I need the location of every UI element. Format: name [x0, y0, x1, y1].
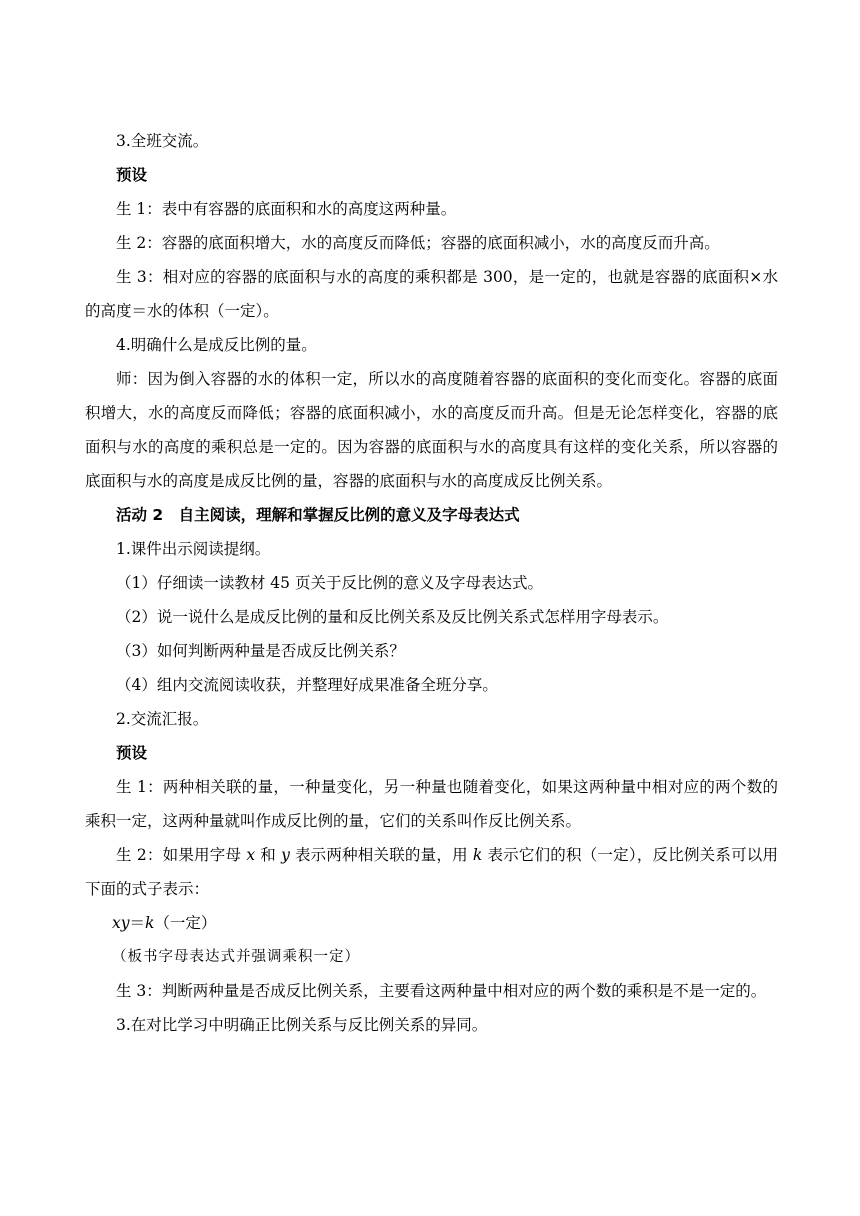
formula-line: [112, 906, 778, 940]
formula-xy: xy: [112, 914, 130, 932]
outline-item-1: （1）仔细读一读教材 45 页关于反比例的意义及字母表达式。: [116, 574, 543, 592]
s2-text-b: 和: [255, 846, 282, 864]
student-1-answer: 生 1：表中有容器的底面积和水的高度这两种量。: [116, 200, 457, 218]
s2-text-a: 生 2：如果用字母: [116, 846, 247, 864]
student-3-judgement: 生 3：判断两种量是否成反比例关系，主要看这两种量中相对应的两个数的乘积是不是一定的。: [116, 982, 767, 1000]
outline-item-2: （2）说一说什么是成反比例的量和反比例关系及反比例关系式怎样用字母表示。: [116, 608, 669, 626]
preset-label-1: 预设: [116, 166, 148, 184]
step-3-compare-heading: 3.在对比学习中明确正比例关系与反比例关系的异同。: [116, 1016, 488, 1034]
formula-constant: （一定）: [154, 914, 217, 932]
formula-k: k: [145, 914, 155, 932]
s2-text-c: 表示两种相关联的量，用: [289, 846, 473, 864]
formula-equals: ＝: [129, 914, 146, 932]
reading-outline-heading: 1.课件出示阅读提纲。: [116, 540, 271, 558]
report-heading: 2.交流汇报。: [116, 710, 209, 728]
document-body: [85, 124, 778, 1042]
outline-item-3: （3）如何判断两种量是否成反比例关系？: [116, 642, 405, 660]
step-4-heading: 4.明确什么是成反比例的量。: [116, 336, 317, 354]
student-2-answer: 生 2：容器的底面积增大，水的高度反而降低；容器的底面积减小，水的高度反而升高。: [116, 234, 720, 252]
teacher-explanation: 师：因为倒入容器的水的体积一定，所以水的高度随着容器的底面积的变化而变化。容器的底面积增大，水的高度反而降低；容器的底面积减小，水的高度反而升高。但是无论怎样变化，容器的底面积与水的高度的乘积总是一定的。因为容器的底面积与水的高度具有这样的变化关系，所以容器的底面积与水的高度是成反比例的量，容器的底面积与水的高度成反比例关系。: [85, 370, 778, 490]
activity-2-heading: 活动 2 自主阅读，理解和掌握反比例的意义及字母表达式: [116, 506, 520, 524]
student-3-answer: 生 3：相对应的容器的底面积与水的高度的乘积都是 300，是一定的，也就是容器的底面积×水的高度＝水的体积（一定）。: [85, 268, 778, 320]
student-1-definition: 生 1：两种相关联的量，一种量变化，另一种量也随着变化，如果这两种量中相对应的两个数的乘积一定，这两种量就叫作成反比例的量，它们的关系叫作反比例关系。: [85, 778, 778, 830]
board-note: （板书字母表达式并强调乘积一定）: [112, 949, 360, 965]
outline-item-4: （4）组内交流阅读收获，并整理好成果准备全班分享。: [116, 676, 498, 694]
s2-text-d: 表示它们的积（一定），反比例关系可以用下面的式子表示：: [85, 846, 778, 898]
var-k: k: [472, 846, 483, 864]
var-x: x: [246, 846, 256, 864]
var-y: y: [281, 846, 290, 864]
step-3-heading: 3.全班交流。: [116, 132, 209, 150]
student-2-formula-intro: [85, 838, 778, 906]
preset-label-2: 预设: [116, 744, 148, 762]
